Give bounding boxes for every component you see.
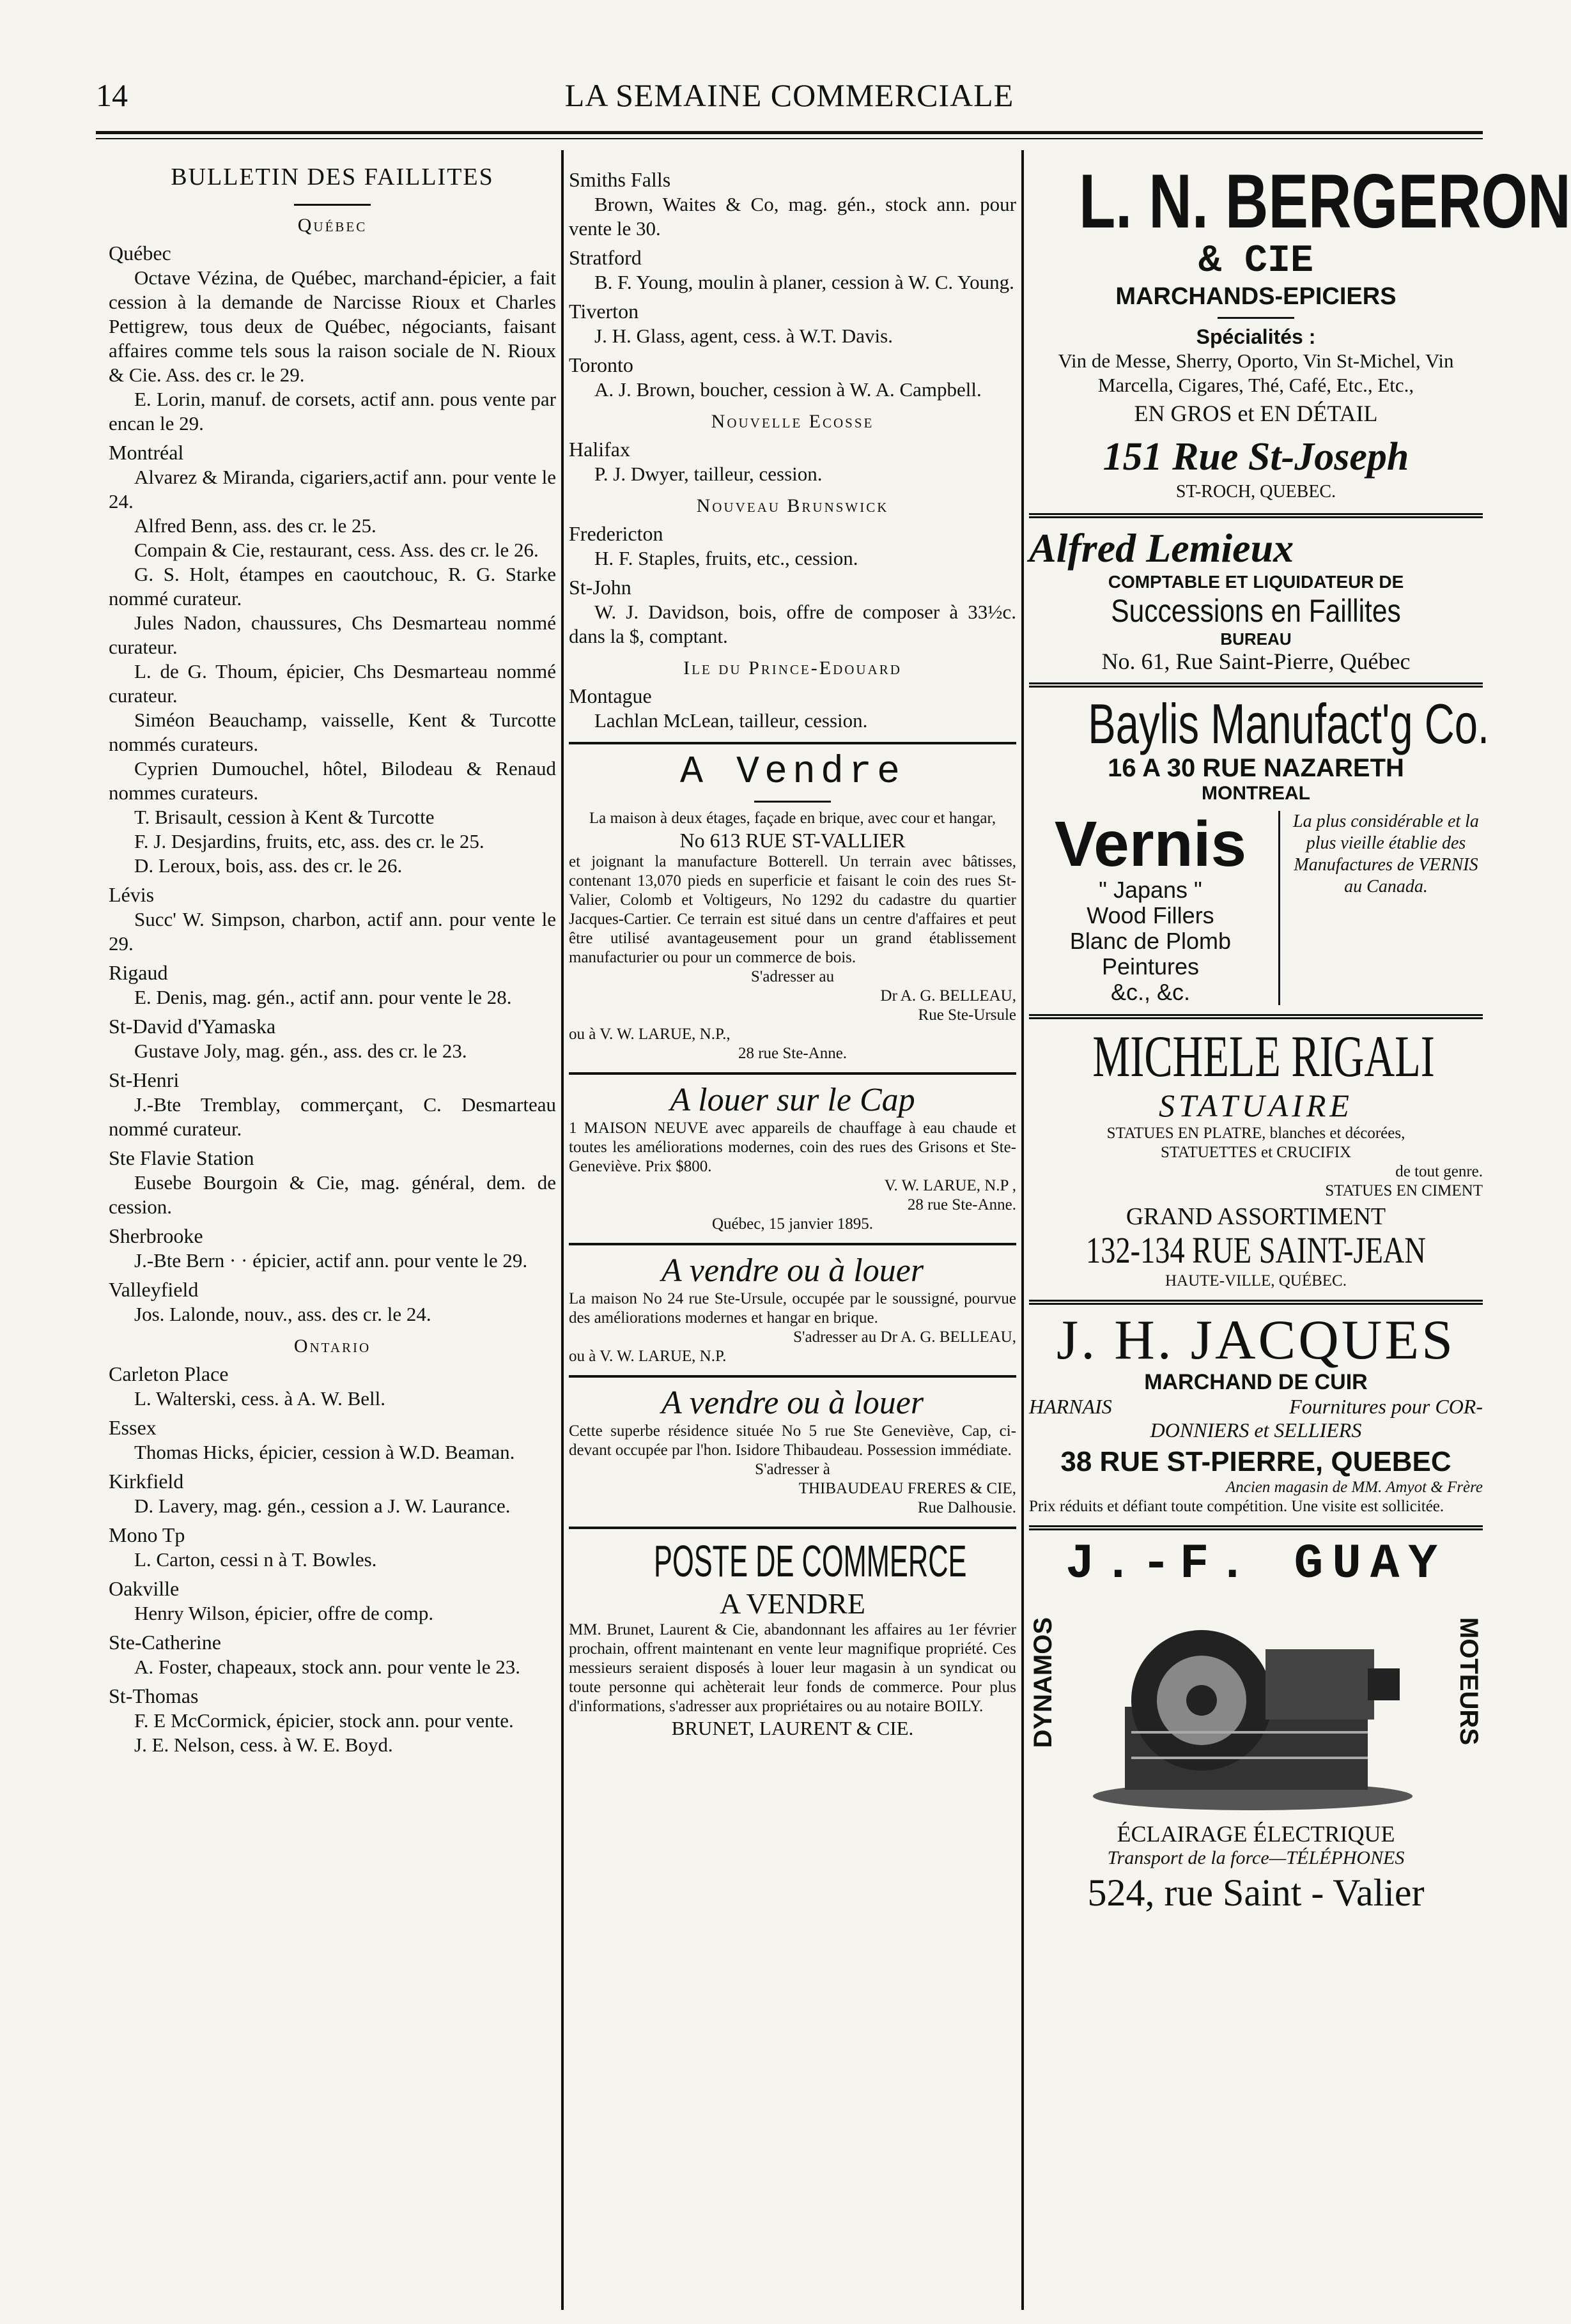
place-name: Montague (569, 684, 652, 707)
ad-contact-alt: ou à V. W. LARUE, N.P., (569, 1026, 731, 1043)
ad-body: Cette superbe résidence située No 5 rue Ste Geneviève, Cap, ci-devant occupée par l'hon. Isidore Thibaudeau. Possession immédiate. (569, 1422, 1016, 1459)
bankruptcy-entry: J.-Bte Tremblay, commerçant, C. Desmarteau nommé curateur. (109, 1093, 556, 1140)
bankruptcy-entry: Thomas Hicks, épicier, cession à W.D. Beaman. (134, 1441, 515, 1463)
bankruptcy-entry: E. Lorin, manuf. de corsets, actif ann. pous vente par encan le 29. (109, 388, 556, 435)
jacques-name: J. H. JACQUES (1056, 1309, 1456, 1371)
bankruptcy-entry: A. J. Brown, boucher, cession à W. A. Campbell. (594, 378, 982, 401)
lemieux-spec: Successions en Faillites (1111, 593, 1401, 629)
guay-transport: Transport de la force—TÉLÉPHONES (1107, 1847, 1405, 1868)
bankruptcy-entry: J. E. Nelson, cess. à W. E. Boyd. (134, 1734, 393, 1756)
place-name: Smiths Falls (569, 168, 671, 191)
ad-contact-name: S'adresser au Dr A. G. BELLEAU, (793, 1328, 1016, 1346)
vernis-item: " Japans " (1099, 877, 1202, 903)
baylis-vernis-block (1029, 808, 1483, 1005)
ad-contact-name: V. W. LARUE, N.P , (884, 1177, 1016, 1194)
jacques-line1 (1029, 1395, 1483, 1419)
ad-vendre-louer-1 (569, 1243, 1016, 1366)
bankruptcy-entry: W. J. Davidson, bois, offre de composer à 33½c. dans la $, comptant. (569, 601, 1016, 647)
divider (754, 801, 831, 803)
jacques-former: Ancien magasin de MM. Amyot & Frère (1226, 1479, 1483, 1496)
place-name: Ste Flavie Station (109, 1146, 254, 1169)
guay-address: 524, rue Saint - Valier (1087, 1872, 1425, 1914)
bankruptcy-entry: D. Leroux, bois, ass. des cr. le 26. (134, 854, 403, 877)
lemieux-role: COMPTABLE ET LIQUIDATEUR DE (1108, 572, 1404, 592)
baylis-name: Baylis Manufact'g Co. (1088, 692, 1490, 755)
rigali-line3: de tout genre. (1395, 1163, 1483, 1180)
jacques-trade: MARCHAND DE CUIR (1144, 1370, 1368, 1394)
bankruptcy-entry: B. F. Young, moulin à planer, cession à W. C. Young. (594, 271, 1014, 293)
pei-entries (569, 683, 1016, 733)
divider (1029, 513, 1483, 518)
divider (1218, 317, 1294, 319)
ad-baylis (1029, 692, 1490, 1005)
place-name: St-Henri (109, 1068, 180, 1091)
ad-title: A louer sur le Cap (670, 1082, 915, 1118)
page-number: 14 (96, 77, 128, 113)
ad-title: A vendre ou à louer (661, 1252, 924, 1289)
bankruptcy-entry: Lachlan McLean, tailleur, cession. (594, 709, 868, 732)
ad-body: 1 MAISON NEUVE avec appareils de chauffage à eau chaude et toutes les améliorations modernes, coin des rues des Grisons et Ste-Geneviève. Prix $800. (569, 1120, 1016, 1175)
ad-body: et joignant la manufacture Botterell. Un terrain avec bâtisses, contenant 13,070 pieds en superficie et faisant le coin des rues St-Valier, Colomb et Voltigeurs, No 1292 du cadastre du quartier Jacques-Cartier. Ce terrain est situé dans un centre d'affaires et peut être utilisé avantageusement pour un grand établissement manufacturier ou pour un commerce de bois. (569, 853, 1016, 966)
vernis-title: Vernis (1054, 808, 1247, 880)
bergeron-spec: Vin de Messe, Sherry, Oporto, Vin St-Michel, Vin Marcella, Cigares, Thé, Café, Etc., Etc., (1058, 350, 1454, 396)
ad-title: A Vendre (679, 751, 906, 794)
place-name: Rigaud (109, 961, 168, 984)
bankruptcy-entry: Brown, Waites & Co, mag. gén., stock ann. pour vente le 30. (569, 193, 1016, 240)
place-name: Tiverton (569, 300, 639, 323)
ad-contact: S'adresser au (750, 968, 835, 985)
place-name: Stratford (569, 246, 642, 269)
column-divider-2 (1021, 150, 1024, 2310)
section-pei: Ile du Prince-Edouard (683, 658, 902, 679)
ad-vendre-louer-2 (569, 1375, 1016, 1518)
ontario-entries-cont (569, 167, 1016, 402)
bankruptcy-entry: Cyprien Dumouchel, hôtel, Bilodeau & Renaud nommes curateurs. (109, 757, 556, 804)
lemieux-address: No. 61, Rue Saint-Pierre, Québec (1101, 649, 1411, 674)
place-name: Halifax (569, 438, 630, 461)
vernis-item: &c., &c. (1110, 979, 1191, 1005)
bergeron-name: L. N. BERGERON (1079, 158, 1571, 244)
rigali-line1: STATUES EN PLATRE, blanches et décorées, (1106, 1125, 1405, 1142)
vernis-item: Peintures (1101, 953, 1200, 980)
ad-date: Québec, 15 janvier 1895. (711, 1215, 873, 1233)
ad-body: La maison No 24 rue Ste-Ursule, occupée par le soussigné, pourvue des améliorations modernes et hangar en brique. (569, 1290, 1016, 1327)
ad-bergeron (1029, 158, 1571, 504)
nouvelle-ecosse-entries (569, 436, 1016, 486)
middle-column (569, 163, 1016, 2304)
ad-poste-commerce (569, 1527, 1016, 1741)
rigali-line2: STATUETTES et CRUCIFIX (1161, 1144, 1351, 1161)
guay-dynamos: DYNAMOS (1029, 1617, 1057, 1748)
quebec-entries (109, 240, 556, 1327)
bankruptcy-entry: Jules Nadon, chaussures, Chs Desmarteau nommé curateur. (109, 612, 556, 658)
bergeron-spec-label: Spécialités : (1196, 325, 1316, 348)
jacques-line2: DONNIERS et SELLIERS (1150, 1419, 1362, 1442)
vernis-item: Blanc de Plomb (1069, 928, 1232, 954)
bankruptcy-entry: A. Foster, chapeaux, stock ann. pour vente le 23. (134, 1656, 520, 1678)
guay-name: J.-F. GUAY (1065, 1537, 1447, 1592)
bankruptcy-entry: L. Walterski, cess. à A. W. Bell. (134, 1387, 385, 1410)
place-name: Oakville (109, 1577, 180, 1600)
place-name: Mono Tp (109, 1523, 185, 1546)
bankruptcy-entry: F. J. Desjardins, fruits, etc, ass. des cr. le 25. (134, 830, 484, 852)
ad-contact: S'adresser à (755, 1461, 830, 1478)
column-divider-1 (561, 150, 564, 2310)
place-name: St-Thomas (109, 1684, 199, 1707)
vernis-side-note: La plus considérable et la plus vieille établie des Manufactures de VERNIS au Canada. (1278, 811, 1483, 1005)
bankruptcy-entry: H. F. Staples, fruits, etc., cession. (594, 547, 858, 569)
section-nouveau-brunswick: Nouveau Brunswick (696, 495, 889, 516)
bankruptcy-entry: Compain & Cie, restaurant, cess. Ass. des cr. le 26. (134, 539, 539, 561)
ad-body: MM. Brunet, Laurent & Cie, abandonnant les affaires au 1er février prochain, offrent maintenant en vente leur magnifique propriété. Ces messieurs seraient disposés à louer leur magasin à un syndicat ou toute personne qui achèterait leur fonds de commerce. Pour plus d'informations, s'adresser aux propriétaires ou au notaire BOILY. (569, 1621, 1016, 1715)
place-name: Québec (109, 242, 171, 265)
ad-lemieux (1029, 525, 1483, 673)
jacques-fournitures: Fournitures pour COR- (1289, 1395, 1483, 1418)
bankruptcy-entry: Octave Vézina, de Québec, marchand-épicier, a fait cession à la demande de Narcisse Rioux et Charles Pettigrew, tous deux de Québec, négociants, faisant affaires comme tels sous la raison sociale de N. Rioux & Cie. Ass. des cr. le 29. (109, 266, 556, 386)
divider (1029, 682, 1483, 688)
rigali-name: MICHELE RIGALI (1092, 1024, 1435, 1089)
divider (294, 204, 371, 206)
ad-title: A vendre ou à louer (661, 1385, 924, 1421)
rigali-assortment: GRAND ASSORTIMENT (1126, 1203, 1386, 1230)
ad-contact-name: THIBAUDEAU FRERES & CIE, (798, 1480, 1016, 1497)
divider (1029, 1300, 1483, 1305)
guay-illustration (1029, 1592, 1483, 1822)
ad-jacques (1029, 1311, 1483, 1516)
lemieux-name: Alfred Lemieux (1029, 525, 1294, 571)
ad-contact-alt-street: 28 rue Ste-Anne. (738, 1045, 847, 1062)
ad-contact-name: Dr A. G. BELLEAU, (880, 987, 1016, 1004)
bankruptcy-entry: Alvarez & Miranda, cigariers,actif ann. pour vente le 24. (109, 466, 556, 512)
rigali-city: HAUTE-VILLE, QUÉBEC. (1165, 1272, 1347, 1289)
ad-a-vendre (569, 742, 1016, 1063)
bankruptcy-entry: Succ' W. Simpson, charbon, actif ann. pour vente le 29. (109, 908, 556, 955)
bulletin-heading: BULLETIN DES FAILLITES (171, 164, 494, 190)
place-name: Kirkfield (109, 1470, 184, 1493)
bankruptcy-entry: Eusebe Bourgoin & Cie, mag. général, dem. de cession. (109, 1171, 556, 1218)
ad-contact-alt: ou à V. W. LARUE, N.P. (569, 1348, 727, 1365)
ad-title: POSTE DE COMMERCE (654, 1536, 967, 1586)
vernis-items (1029, 877, 1272, 1005)
vernis-list (1029, 808, 1272, 1005)
ad-intro: La maison à deux étages, façade en brique, avec cour et hangar, (589, 810, 996, 827)
bergeron-address: 151 Rue St-Joseph (1103, 435, 1409, 479)
divider (1029, 1014, 1483, 1019)
place-name: Montréal (109, 441, 184, 464)
page-title: LA SEMAINE COMMERCIALE (564, 77, 1014, 113)
baylis-address: 16 A 30 RUE NAZARETH (1108, 754, 1404, 782)
nouveau-brunswick-entries (569, 521, 1016, 649)
bankruptcy-entry: E. Denis, mag. gén., actif ann. pour vente le 28. (134, 986, 512, 1008)
jacques-prices: Prix réduits et défiant toute compétition. Une visite est sollicitée. (1029, 1498, 1444, 1515)
ontario-entries (109, 1361, 556, 1757)
bergeron-gros: EN GROS et EN DÉTAIL (1134, 401, 1378, 426)
section-nouvelle-ecosse: Nouvelle Ecosse (711, 411, 874, 432)
bankruptcy-entry: F. E McCormick, épicier, stock ann. pour vente. (134, 1709, 514, 1732)
section-quebec: Québec (297, 215, 368, 236)
rigali-address: 132-134 RUE SAINT-JEAN (1086, 1229, 1426, 1271)
place-name: Essex (109, 1416, 157, 1439)
divider (1029, 1525, 1483, 1530)
bankruptcy-entry: L. Carton, cessi n à T. Bowles. (134, 1548, 377, 1571)
bankruptcy-entry: Gustave Joly, mag. gén., ass. des cr. le 23. (134, 1040, 467, 1062)
bankruptcy-entry: Henry Wilson, épicier, offre de comp. (134, 1602, 434, 1624)
guay-moteurs: MOTEURS (1455, 1617, 1483, 1745)
section-ontario: Ontario (293, 1335, 371, 1357)
dynamo-machine-image (1074, 1592, 1432, 1822)
place-name: Ste-Catherine (109, 1631, 221, 1654)
page-header (96, 77, 1483, 128)
header-rule-thin (96, 138, 1483, 139)
bergeron-cie: & CIE (1198, 240, 1314, 283)
lemieux-bureau: BUREAU (1220, 629, 1292, 649)
bankruptcy-entry: J.-Bte Bern · · épicier, actif ann. pour vente le 29. (134, 1249, 528, 1272)
guay-lighting: ÉCLAIRAGE ÉLECTRIQUE (1117, 1821, 1395, 1847)
bankruptcy-entry: T. Brisault, cession à Kent & Turcotte (134, 806, 435, 828)
bankruptcy-entry: Alfred Benn, ass. des cr. le 25. (134, 514, 376, 537)
bankruptcy-entry: G. S. Holt, étampes en caoutchouc, R. G. Starke nommé curateur. (109, 563, 556, 610)
bankruptcy-entry: J. H. Glass, agent, cess. à W.T. Davis. (594, 325, 893, 347)
place-name: Lévis (109, 883, 155, 906)
place-name: Sherbrooke (109, 1224, 203, 1247)
place-name: St-David d'Yamaska (109, 1015, 276, 1038)
rigali-trade: STATUAIRE (1159, 1088, 1353, 1123)
ad-guay (1029, 1537, 1483, 1915)
jacques-address: 38 RUE ST-PIERRE, QUEBEC (1060, 1446, 1451, 1477)
jacques-harnais: HARNAIS (1029, 1395, 1112, 1418)
baylis-city: MONTREAL (1202, 783, 1310, 804)
bergeron-trade: MARCHANDS-EPICIERS (1115, 283, 1397, 310)
ad-contact-street: Rue Dalhousie. (917, 1499, 1016, 1516)
place-name: Carleton Place (109, 1362, 229, 1385)
bankruptcy-entry: L. de G. Thoum, épicier, Chs Desmarteau nommé curateur. (109, 660, 556, 707)
ad-address: No 613 RUE ST-VALLIER (679, 829, 906, 852)
ad-subtitle: A VENDRE (720, 1587, 865, 1620)
ad-a-louer (569, 1072, 1016, 1234)
place-name: Toronto (569, 353, 633, 376)
bankruptcy-entry: P. J. Dwyer, tailleur, cession. (594, 463, 823, 485)
bankruptcy-entry: D. Lavery, mag. gén., cession a J. W. Laurance. (134, 1495, 511, 1517)
bankruptcy-entry: Siméon Beauchamp, vaisselle, Kent & Turcotte nommés curateurs. (109, 709, 556, 755)
bergeron-city: ST-ROCH, QUEBEC. (1175, 482, 1336, 502)
rigali-line4: STATUES EN CIMENT (1325, 1182, 1483, 1199)
ads-column (1029, 158, 1571, 2304)
ad-rigali (1029, 1026, 1483, 1291)
bankruptcy-column (109, 163, 556, 2304)
ad-contact-street: 28 rue Ste-Anne. (907, 1196, 1016, 1213)
header-rule (96, 131, 1483, 134)
ad-signature: BRUNET, LAURENT & CIE. (671, 1717, 914, 1739)
ad-contact-street: Rue Ste-Ursule (918, 1006, 1016, 1024)
place-name: Fredericton (569, 522, 663, 545)
bankruptcy-entry: Jos. Lalonde, nouv., ass. des cr. le 24. (134, 1303, 431, 1325)
vernis-item: Wood Fillers (1087, 902, 1214, 928)
place-name: Valleyfield (109, 1278, 199, 1301)
place-name: St-John (569, 576, 631, 599)
